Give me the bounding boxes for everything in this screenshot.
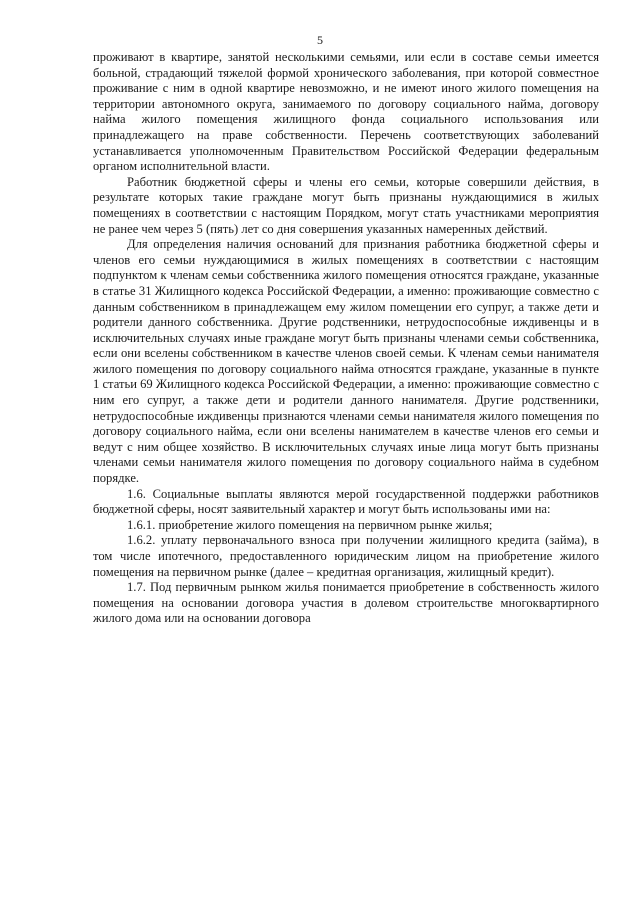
page-number: 5 bbox=[317, 33, 323, 47]
body-text bbox=[93, 50, 599, 627]
paragraph: Работник бюджетной сферы и члены его семьи, которые совершили действия, в результате которых такие граждане могут быть признаны нуждающимися в жилых помещениях в соответствии с настоящим Порядком, могут стать участниками мероприятия не ранее чем через 5 (пять) лет со дня совершения указанных намеренных действий. bbox=[93, 174, 599, 236]
paragraph: Для определения наличия оснований для признания работника бюджетной сферы и членов его семьи нуждающимися в жилых помещениях в соответствии с настоящим подпунктом к членам семьи собственника жилого помещения относятся граждане, указанные в статье 31 Жилищного кодекса Российской Федерации, а именно: проживающие совместно с данным собственником в принадлежащем ему жилом помещении его супруг, а также дети и родители данного собственника. Другие родственники, нетрудоспособные иждивенцы и в исключительных случаях иные граждане могут быть признаны членами семьи собственника, если они вселены собственником в качестве членов своей семьи. К членам семьи нанимателя жилого помещения по договору социального найма относятся граждане, указанные в пункте 1 статьи 69 Жилищного кодекса Российской Федерации, а именно: проживающие совместно с ним его супруг, а также дети и родители данного нанимателя. Другие родственники, нетрудоспособные иждивенцы признаются членами семьи нанимателя жилого помещения по договору социального найма, если они вселены нанимателем в качестве членов его семьи и ведут с ним общее хозяйство. В исключительных случаях иные лица могут быть признаны членами семьи нанимателя жилого помещения по договору социального найма в судебном порядке. bbox=[93, 237, 599, 486]
paragraph-continuation: проживают в квартире, занятой несколькими семьями, или если в составе семьи имеется больной, страдающий тяжелой формой хронического заболевания, при которой совместное проживание с ним в одной квартире невозможно, и не имеют иного жилого помещения на территории автономного округа, занимаемого по договору социального найма, договору найма жилого помещения жилищного фонда социального использования или принадлежащего на праве собственности. Перечень соответствующих заболеваний устанавливается уполномоченным Правительством Российской Федерации федеральным органом исполнительной власти. bbox=[93, 50, 599, 174]
paragraph-1-7: 1.7. Под первичным рынком жилья понимается приобретение в собственность жилого помещения на основании договора участия в долевом строительстве многоквартирного жилого дома или на основании договора bbox=[93, 580, 599, 626]
paragraph-1-6-2: 1.6.2. уплату первоначального взноса при получении жилищного кредита (займа), в том числе ипотечного, предоставленного юридическим лицом на приобретение жилого помещения на первичном рынке (далее – кредитная организация, жилищный кредит). bbox=[93, 533, 599, 579]
paragraph-1-6: 1.6. Социальные выплаты являются мерой государственной поддержки работников бюджетной сферы, носят заявительный характер и могут быть использованы ими на: bbox=[93, 486, 599, 517]
paragraph-1-6-1: 1.6.1. приобретение жилого помещения на первичном рынке жилья; bbox=[127, 517, 493, 532]
